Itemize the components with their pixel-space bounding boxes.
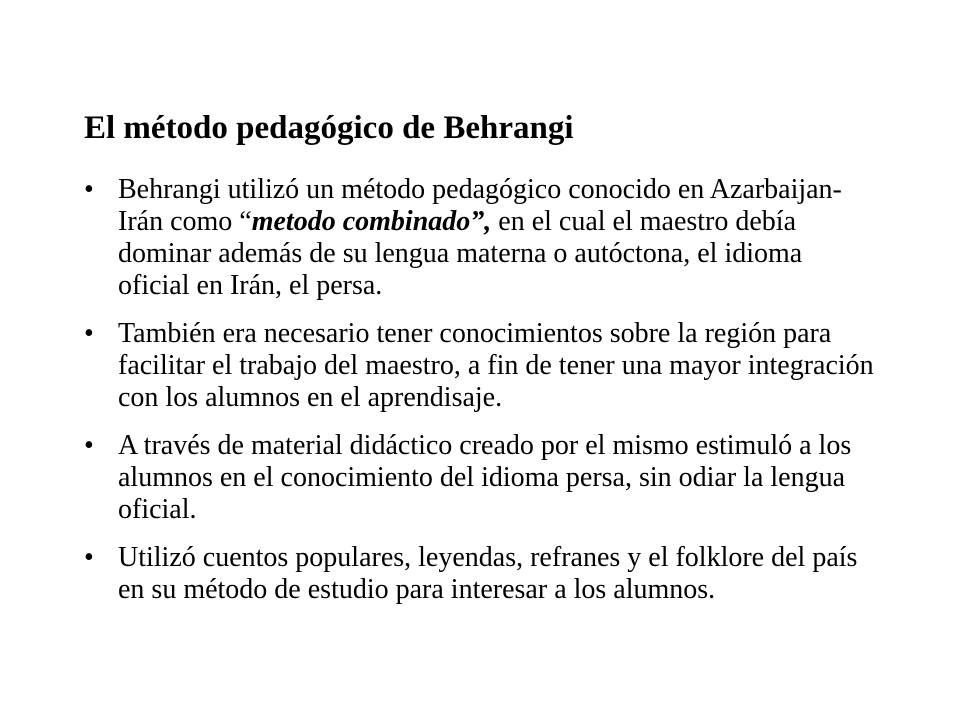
bullet-2-text: También era necesario tener conocimientos sobre la región para facilitar el trabajo del maestro, a fin de tener una mayor integración con los alumnos en el aprendisaje.: [118, 318, 874, 413]
bullet-3-text: A través de material didáctico creado por el mismo estimuló a los alumnos en el conocimiento del idioma persa, sin odiar la lengua oficial.: [118, 430, 852, 525]
bullet-1-text-end: en el cual el maestro debía dominar además de su lengua materna o autóctona, el idioma oficial en Irán, el persa.: [118, 206, 803, 301]
bullet-item-2: [84, 318, 874, 414]
bullet-item-3: [84, 430, 874, 526]
bullet-glyph: •: [84, 430, 94, 461]
bullet-4-text: Utilizó cuentos populares, leyendas, refranes y el folklore del país en su método de estudio para interesar a los alumnos.: [118, 542, 858, 605]
bullet-glyph: •: [84, 318, 94, 349]
bullet-glyph: •: [84, 174, 94, 205]
bullet-1-text-start: Behrangi utilizó un método pedagógico conocido en Azarbaijan-Irán como “: [118, 174, 842, 237]
slide-title: El método pedagógico de Behrangi: [84, 110, 574, 146]
bullet-item-4: [84, 542, 874, 606]
bullet-list: [84, 174, 874, 622]
bullet-1-emphasis: metodo combinado”,: [251, 206, 492, 237]
bullet-item-1: [84, 174, 874, 302]
bullet-glyph: •: [84, 542, 94, 573]
